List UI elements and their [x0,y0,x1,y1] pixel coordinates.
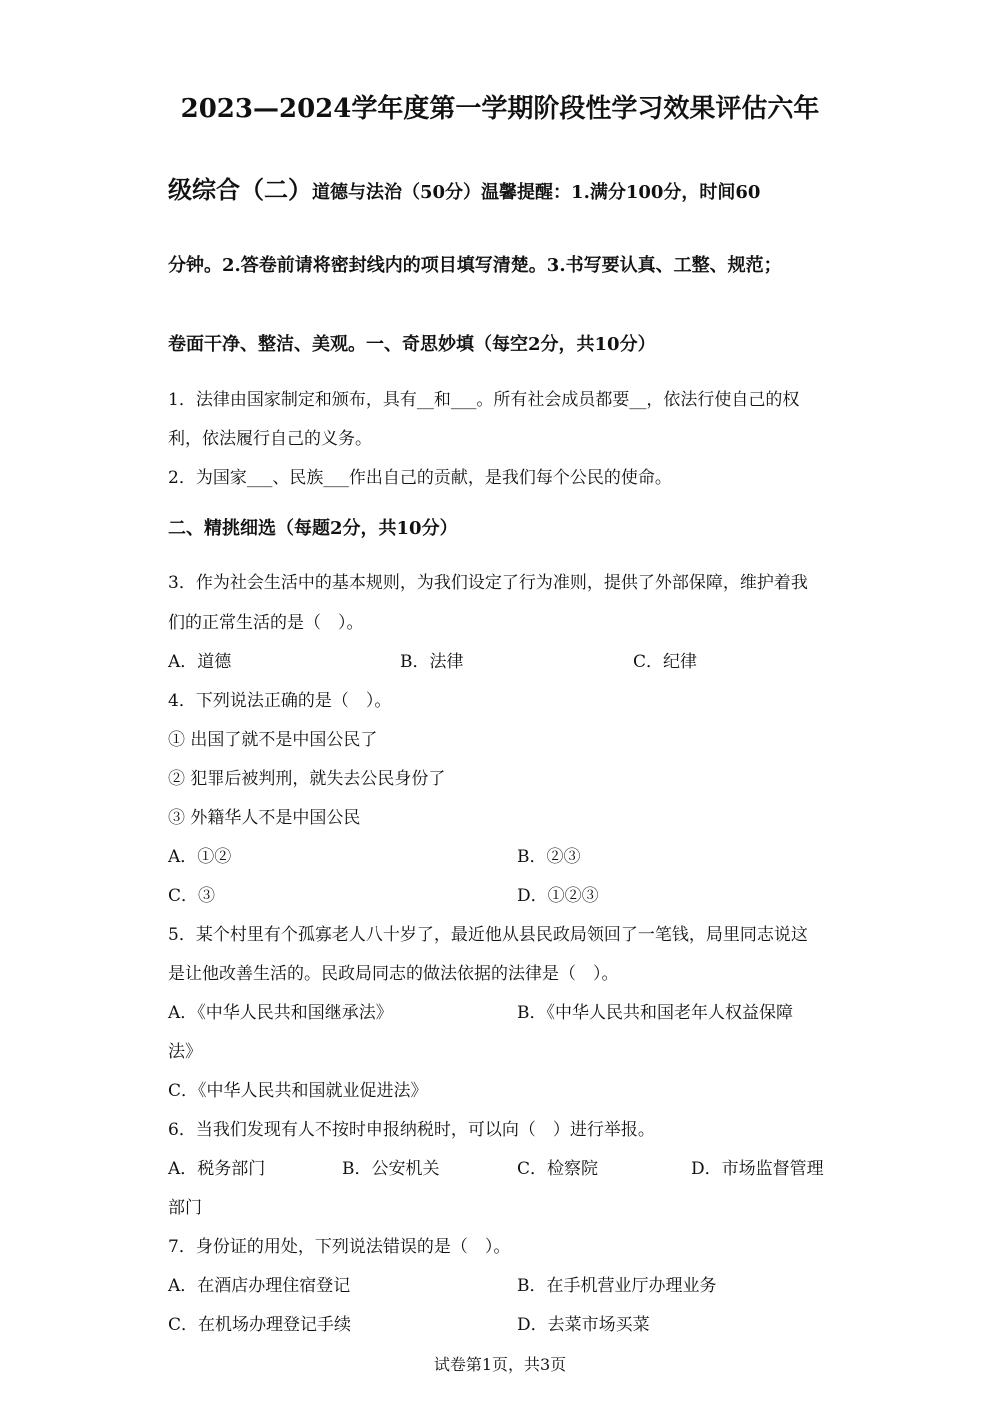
q7-option-a: A．在酒店办理住宿登记 [168,1276,351,1296]
header-line-2 [168,170,760,205]
q5-option-b: B．《中华人民共和国老年人权益保障 [517,1003,793,1023]
q4-option-a: A．①② [168,847,232,867]
q6-option-d-continued: 部门 [168,1198,202,1218]
q5-option-a: A．《中华人民共和国继承法》 [168,1003,393,1023]
page-footer: 试卷第1页，共3页 [433,1355,567,1374]
q4-option-d: D．①②③ [517,886,599,906]
q3-option-b: B．法律 [400,652,464,672]
instructions-part-2: 分钟。2.答卷前请将密封线内的项目填写清楚。3.书写要认真、工整、规范； [168,255,782,276]
instructions-part-1: 道德与法治（50分）温馨提醒：1.满分100分，时间60 [312,182,761,203]
q7-option-d: D．去菜市场买菜 [517,1315,650,1335]
question-6: 6．当我们发现有人不按时申报纳税时，可以向（ ）进行举报。 [168,1120,655,1140]
q6-option-b: B．公安机关 [342,1159,440,1179]
q4-option-b: B．②③ [517,847,581,867]
q3-option-c: C．纪律 [633,652,698,672]
q5-option-b-continued: 法》 [168,1042,202,1062]
section-1-heading: 卷面干净、整洁、美观。一、奇思妙填（每空2分，共10分） [168,334,656,355]
q6-option-a: A．税务部门 [168,1159,266,1179]
q4-option-c: C．③ [168,886,216,906]
q7-option-b: B．在手机营业厅办理业务 [517,1276,717,1296]
exam-title: 2023—2024学年度第一学期阶段性学习效果评估六年 [180,94,820,124]
q3-option-a: A．道德 [168,652,232,672]
q7-option-c: C．在机场办理登记手续 [168,1315,352,1335]
question-2: 2．为国家___、民族___作出自己的贡献，是我们每个公民的使命。 [168,468,672,488]
q4-statement-1: ① 出国了就不是中国公民了 [168,730,378,750]
q6-option-c: C．检察院 [517,1159,599,1179]
q4-statement-2: ② 犯罪后被判刑，就失去公民身份了 [168,769,446,789]
question-3-line-2: 们的正常生活的是（ ）。 [168,613,364,633]
q4-statement-3: ③ 外籍华人不是中国公民 [168,808,361,828]
question-1-line-2: 利，依法履行自己的义务。 [168,429,372,449]
question-5-line-2: 是让他改善生活的。民政局同志的做法依据的法律是（ ）。 [168,964,619,984]
question-4: 4．下列说法正确的是（ ）。 [168,691,392,711]
question-5-line-1: 5．某个村里有个孤寡老人八十岁了，最近他从县民政局领回了一笔钱，局里同志说这 [168,925,808,945]
section-2-heading: 二、精挑细选（每题2分，共10分） [168,518,458,539]
question-1-line-1: 1．法律由国家制定和颁布，具有__和___。所有社会成员都要__，依法行使自己的权 [168,390,800,410]
question-3-line-1: 3．作为社会生活中的基本规则，为我们设定了行为准则，提供了外部保障，维护着我 [168,573,808,593]
q5-option-c: C．《中华人民共和国就业促进法》 [168,1081,428,1101]
subtitle-grade: 级综合（二） [168,175,312,204]
q6-option-d: D．市场监督管理 [691,1159,824,1179]
question-7: 7．身份证的用处，下列说法错误的是（ ）。 [168,1237,511,1257]
